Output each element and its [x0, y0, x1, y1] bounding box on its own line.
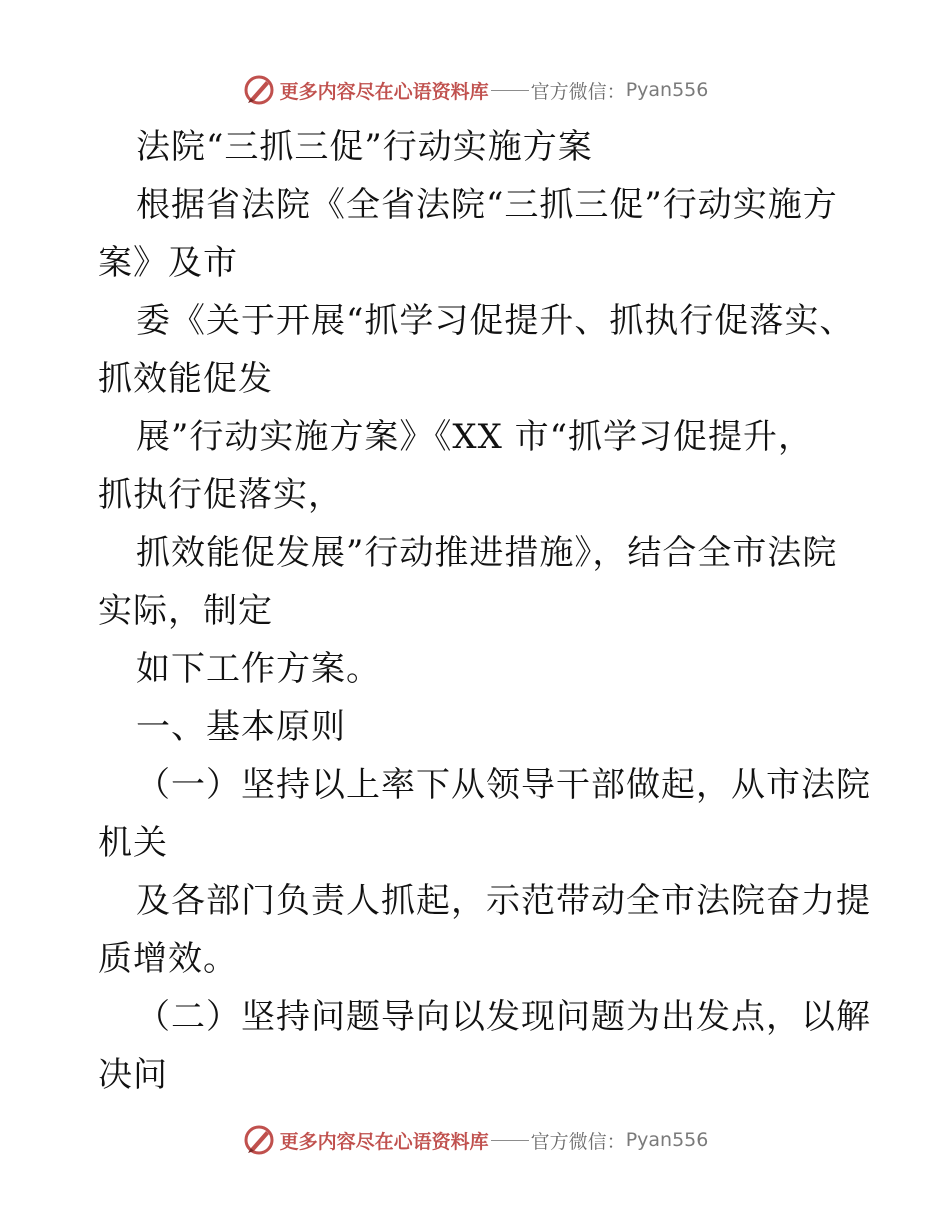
watermark-dash [491, 90, 529, 91]
text-line: 案》及市 [98, 243, 238, 283]
text-line: 决问 [98, 1055, 168, 1095]
document-body [98, 118, 871, 1104]
text-line: 质增效。 [98, 939, 238, 979]
brush-logo-icon [242, 1123, 276, 1157]
text-line: 抓执行促落实， [98, 475, 343, 515]
text-line: 实际，制定 [98, 591, 273, 631]
text-line: 及各部门负责人抓起，示范带动全市法院奋力提 [136, 881, 871, 921]
watermark-id: Pyan556 [625, 1129, 709, 1151]
text-line: 一、基本原则 [136, 707, 346, 747]
watermark-text: 更多内容尽在心语资料库 [279, 1130, 489, 1153]
watermark-id: Pyan556 [625, 79, 709, 101]
text-line: 如下工作方案。 [136, 649, 381, 689]
watermark-sub: 官方微信： [530, 1130, 626, 1153]
text-line: 法院“三抓三促”行动实施方案 [136, 127, 593, 167]
header-watermark [0, 72, 950, 108]
text-line: （一）坚持以上率下从领导干部做起，从市法院 [136, 765, 871, 805]
watermark-sub: 官方微信： [530, 80, 626, 103]
text-line: 展”行动实施方案》《XX 市“抓学习促提升， [136, 417, 813, 457]
brush-logo-icon [242, 73, 276, 107]
watermark-dash [491, 1140, 529, 1141]
text-line: 委《关于开展“抓学习促提升、抓执行促落实、 [136, 301, 855, 341]
text-line: 抓效能促发展”行动推进措施》，结合全市法院 [136, 533, 838, 573]
text-line: 根据省法院《全省法院“三抓三促”行动实施方 [136, 185, 838, 225]
text-line: 抓效能促发 [98, 359, 273, 399]
watermark-text: 更多内容尽在心语资料库 [279, 80, 489, 103]
text-line: 机关 [98, 823, 168, 863]
text-line: （二）坚持问题导向以发现问题为出发点，以解 [136, 997, 871, 1037]
footer-watermark [0, 1122, 950, 1158]
